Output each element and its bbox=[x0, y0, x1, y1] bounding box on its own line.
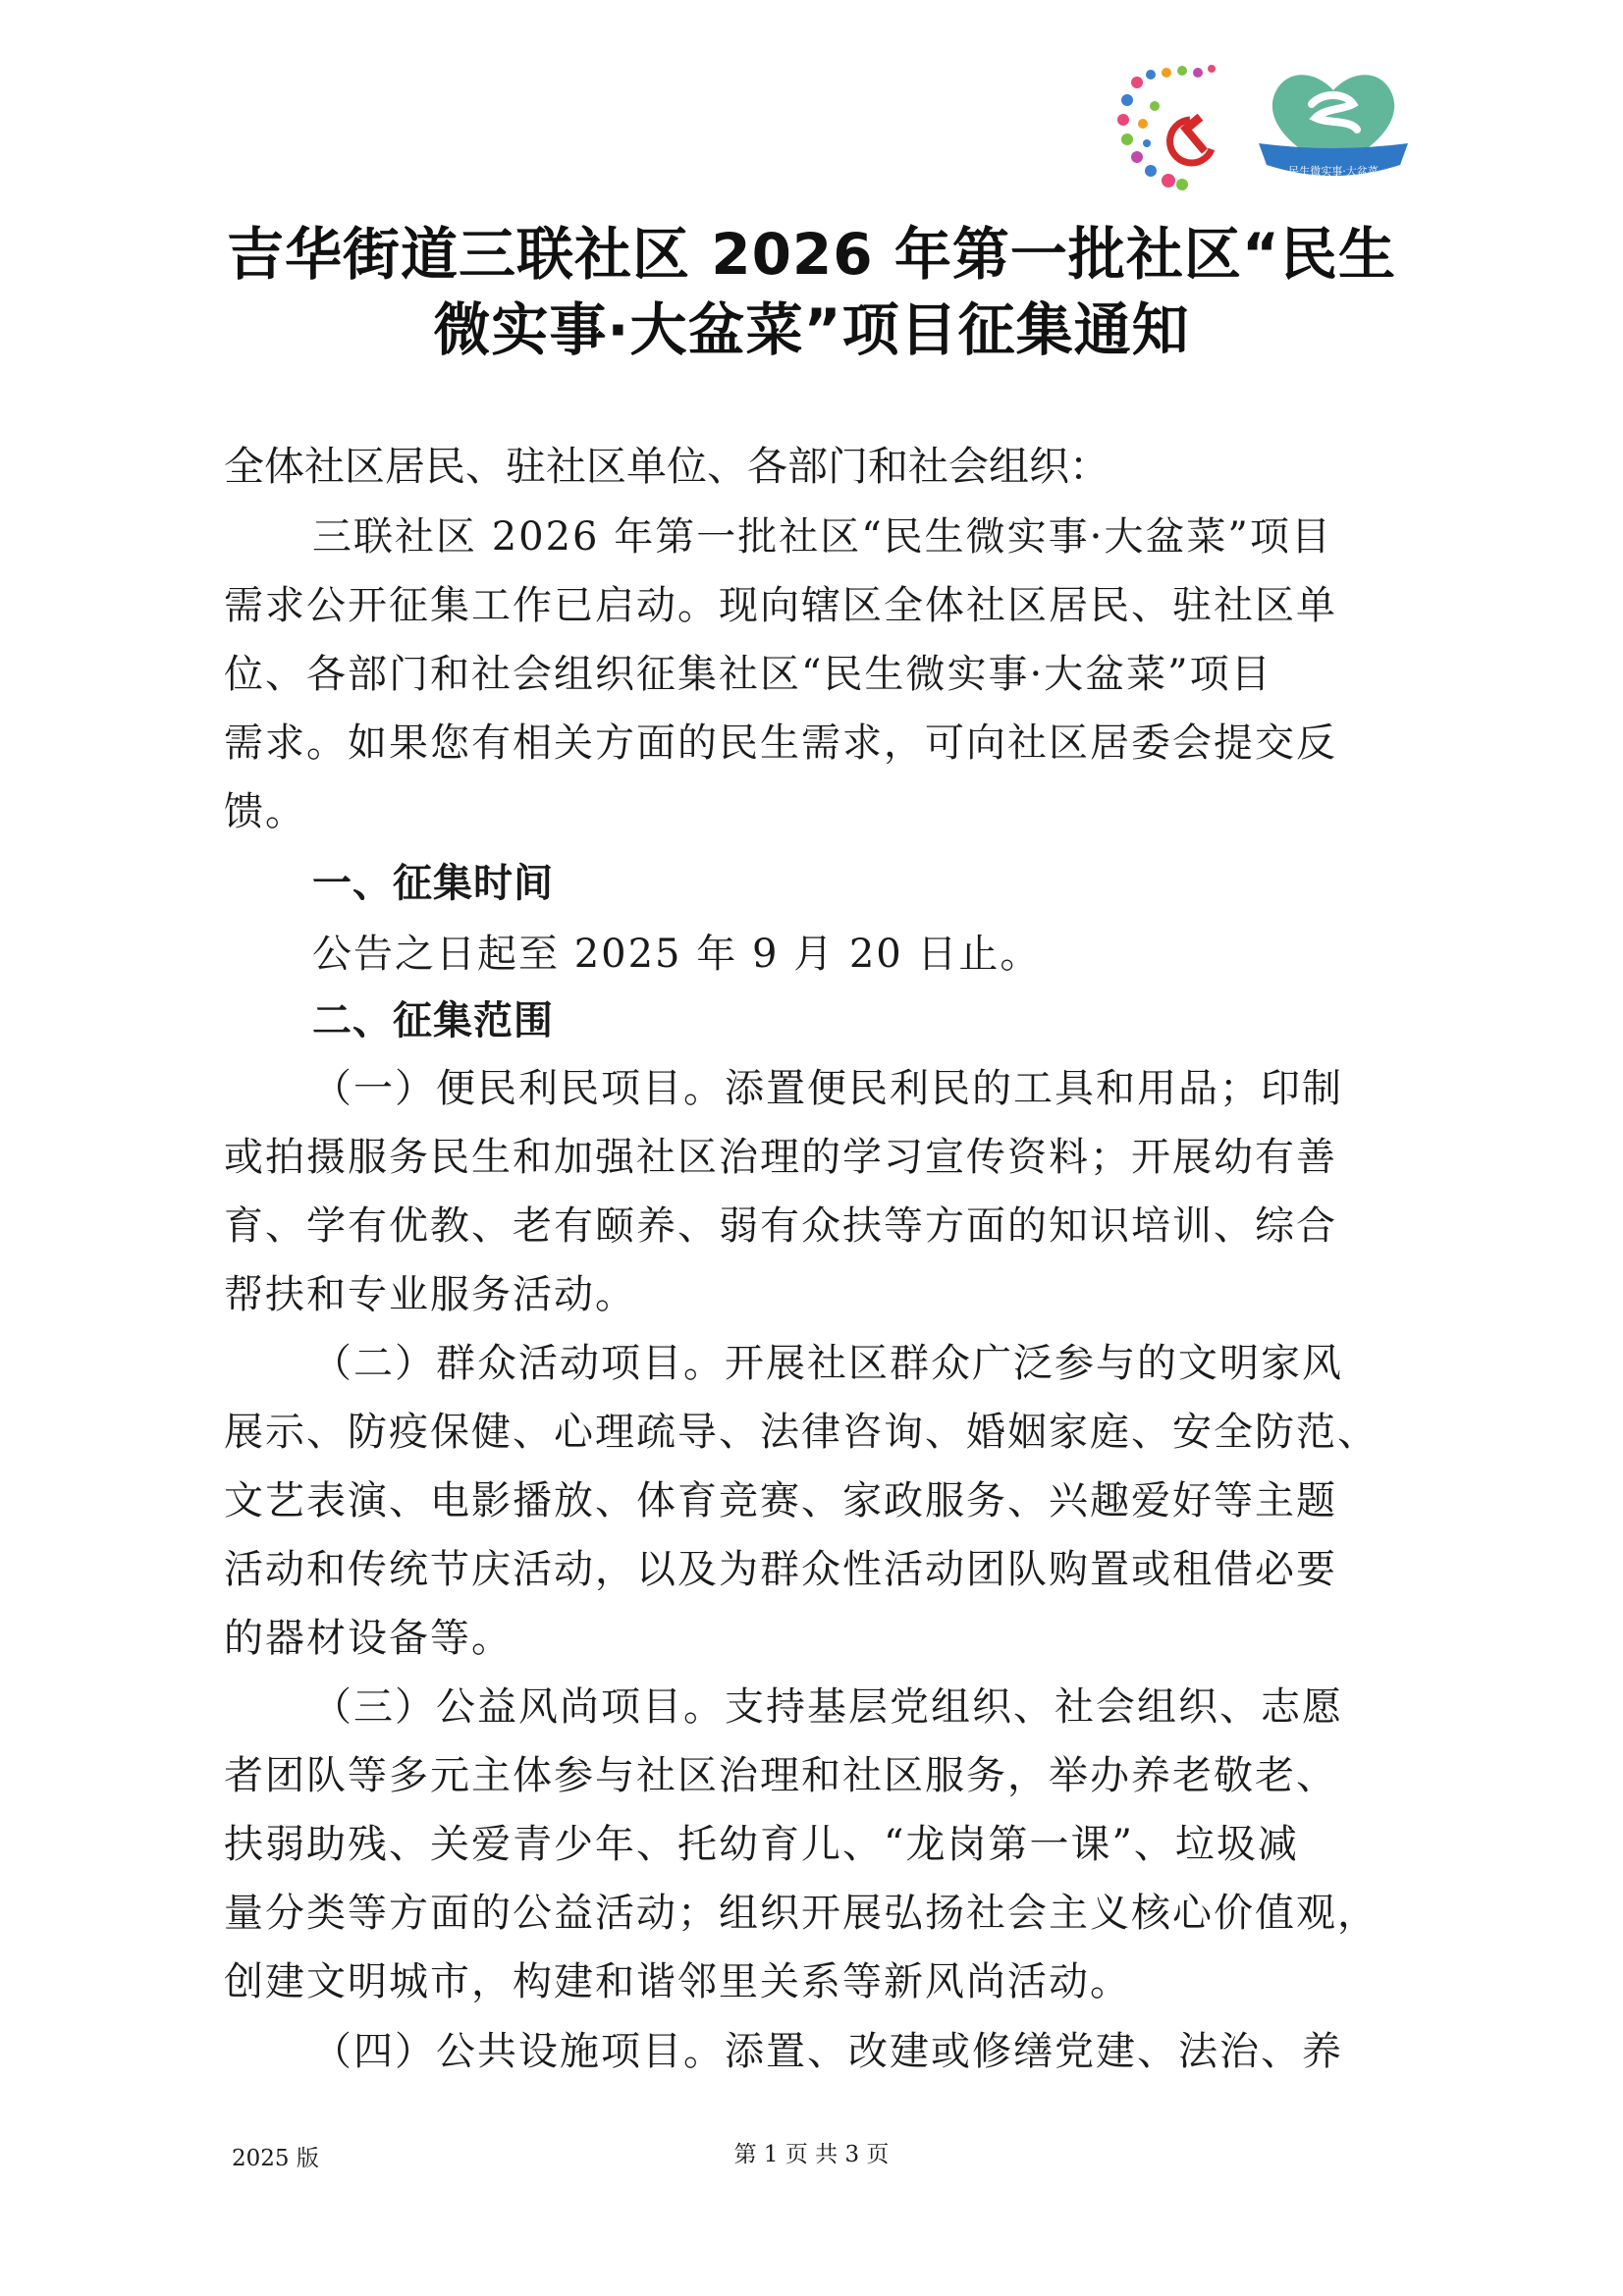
scope-item-line: 扶弱助残、关爱青少年、托幼育儿、“龙岗第一课”、垃圾减 bbox=[224, 1822, 1299, 1867]
scope-item-line: （三）公益风尚项目。支持基层党组织、社会组织、志愿 bbox=[312, 1684, 1343, 1730]
scope-item-line: 育、学有优教、老有颐养、弱有众扶等方面的知识培训、综合 bbox=[224, 1203, 1337, 1249]
salutation: 全体社区居民、驻社区单位、各部门和社会组织： bbox=[224, 443, 1109, 490]
scope-item-line: 文艺表演、电影播放、体育竞赛、家政服务、兴趣爱好等主题 bbox=[224, 1478, 1337, 1523]
scope-item-line: 帮扶和专业服务活动。 bbox=[224, 1272, 636, 1317]
footer-version: 2025 版 bbox=[232, 2146, 319, 2171]
section-time-body: 公告之日起至 2025 年 9 月 20 日止。 bbox=[312, 932, 1042, 977]
scope-item-line: 或拍摄服务民生和加强社区治理的学习宣传资料；开展幼有善 bbox=[224, 1135, 1337, 1180]
intro-line: 位、各部门和社会组织征集社区“民生微实事·大盆菜”项目 bbox=[224, 652, 1272, 697]
document-title-line-1: 吉华街道三联社区 2026 年第一批社区“民生 bbox=[227, 221, 1396, 288]
document-title-line-2: 微实事·大盆菜”项目征集通知 bbox=[433, 296, 1190, 363]
scope-item-line: 者团队等多元主体参与社区治理和社区服务，举办养老敬老、 bbox=[224, 1753, 1337, 1798]
intro-line: 需求。如果您有相关方面的民生需求，可向社区居委会提交反 bbox=[224, 721, 1337, 766]
footer-page-number: 第 1 页 共 3 页 bbox=[733, 2142, 890, 2167]
intro-line: 三联社区 2026 年第一批社区“民生微实事·大盆菜”项目 bbox=[312, 514, 1332, 560]
logo-caption: 民生微实事·大盆菜 bbox=[1288, 165, 1379, 178]
section-heading-time: 一、征集时间 bbox=[312, 861, 554, 906]
section-heading-scope: 二、征集范围 bbox=[312, 998, 554, 1043]
scope-item-line: 活动和传统节庆活动，以及为群众性活动团队购置或租借必要 bbox=[224, 1547, 1337, 1592]
intro-line: 馈。 bbox=[224, 789, 306, 834]
scope-item-line: （一）便民利民项目。添置便民利民的工具和用品；印制 bbox=[312, 1066, 1343, 1111]
scope-item-line: 创建文明城市，构建和谐邻里关系等新风尚活动。 bbox=[224, 1959, 1131, 2004]
scope-item-line: （二）群众活动项目。开展社区群众广泛参与的文明家风 bbox=[312, 1341, 1343, 1386]
flower-petals bbox=[1117, 65, 1216, 190]
scope-item-line: 量分类等方面的公益活动；组织开展弘扬社会主义核心价值观， bbox=[224, 1891, 1379, 1936]
scope-item-line: （四）公共设施项目。添置、改建或修缮党建、法治、养 bbox=[312, 2029, 1343, 2074]
hammer-sickle-icon bbox=[1170, 114, 1212, 163]
scope-item-line: 展示、防疫保健、心理疏导、法律咨询、婚姻家庭、安全防范、 bbox=[224, 1410, 1379, 1455]
intro-line: 需求公开征集工作已启动。现向辖区全体社区居民、驻社区单 bbox=[224, 583, 1337, 628]
scope-item-line: 的器材设备等。 bbox=[224, 1616, 513, 1661]
party-emblem-flower-logo bbox=[1111, 61, 1241, 198]
